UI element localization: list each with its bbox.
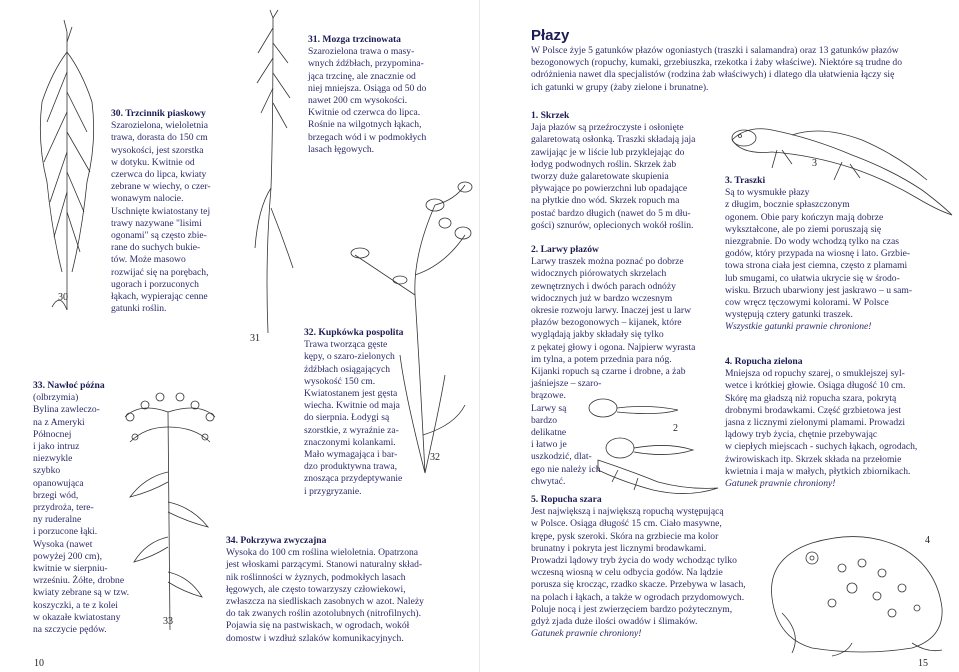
plant-33-entry [33, 380, 173, 636]
section-body: Jaja płazów są przeźroczyste i osłonięte galaretowatą osłonką. Traszki składają jaja zawijając je w liście lub przyklejając do łodyg podwodnych roślin. Skrzek żab tworzy duże galaretowate skupienia pływające po powierzchni lub opadające na płytkie dno wód. Skrzek ropuch ma postać bardzo długich (nawet do 5 m dłu- gości) sznurów, oplecionych wokół roślin. [531, 122, 696, 231]
figure-label: 2 [673, 423, 678, 434]
plant-description: Bylina zawleczo- na z Ameryki Północnej i jako intruz niezwykle szybko opanowująca brzegi wód, przydroża, tere- ny ruderalne i porzucone łąki. Wysoka (nawet powyżej 200 cm), kwitnie w sierpniu- wrześniu. Żółte, drobne kwiaty zebrane są w tzw. koszyczki, a te z kolei w okazałe kwiatostany na szczycie pędów. [33, 404, 130, 636]
page-number: 15 [918, 658, 928, 669]
plant-34-entry [226, 535, 474, 645]
figure-label: 3 [812, 158, 817, 169]
plant-30-entry [111, 108, 246, 315]
figure-label: 4 [925, 535, 930, 546]
newt-illustration [722, 100, 957, 220]
figure-label: 33 [163, 616, 173, 627]
section-title: 2. Larwy płazów [531, 244, 599, 255]
plant-title: 34. Pokrzywa zwyczajna [226, 535, 327, 546]
reed-canary-grass-illustration [243, 8, 303, 338]
common-toad-illustration [752, 518, 952, 658]
section-title: 1. Skrzek [531, 110, 570, 121]
page-gutter [479, 0, 480, 672]
protection-note: Gatunek prawnie chroniony! [725, 478, 836, 490]
plant-description: Wysoka do 100 cm roślina wieloletnia. Opatrzona jest włoskami parzącymi. Stanowi naturalny skład- nik roślinności w żyznych, podmokłych lasach łęgowych, ale często towarzyszy człowiekowi, zwłaszcza na siedliskach zasobnych w azot. Należy do tak zwanych roślin azotolubnych (nitrofilnych). Pojawia się na pastwiskach, w ogrodach, wokół domostw i wzdłuż szlaków komunikacyjnych. [226, 547, 424, 644]
figure-label: 30 [58, 292, 68, 303]
page-number: 10 [34, 658, 44, 669]
section-title: 4. Ropucha zielona [725, 356, 803, 367]
section-title: 5. Ropucha szara [531, 494, 602, 505]
spawn-section [531, 110, 731, 232]
section-body: Są to wysmukłe płazy z długim, bocznie spłaszczonym ogonem. Obie pary kończyn mają dobrze wykształcone, ale po ziemi poruszają się niezgrabnie. Do wody wchodzą tylko na czas godów, który przypada na wiosnę i lato. Grzbie- towa strona ciała jest ciemna, często z plamami lub smugami, co ułatwia ukrycie się w środo- wisku. Brzuch ubarwiony jest jaskrawo – u sam- cow wręcz tęczowymi kolorami. W Polsce występują cztery gatunki traszek. [725, 187, 913, 321]
plant-title: 32. Kupkówka pospolita [304, 327, 404, 338]
intro-paragraph: W Polsce żyje 5 gatunków płazów ogoniastych (traszki i salamandra) oraz 13 gatunków płazów bezogonowych (ropuchy, kumaki, grzebiuszka, rzekotka i żaby właściwe). Niektóre są trudne do odróżnienia nawet dla specjalistów (rodzina żab właściwych) i dlatego dla ułatwienia łączy się ich gatunki w grupy (żaby zielone i brunatne). [531, 45, 903, 93]
reed-grass-illustration [22, 12, 112, 312]
plant-description: Trawa tworząca gęste kępy, o szaro-zielonych źdźbłach osiągających wysokość 150 cm. Kwiatostanem jest gęsta wiecha. Kwitnie od maja do sierpnia. Łodygi są szorstkie, z wyraźnie za- znaczonymi kolankami. Mało wymagająca i bar- dzo produktywna trawa, znosząca przydeptywanie i przygryzanie. [304, 339, 403, 497]
figure-label: 31 [250, 333, 260, 344]
plant-31-entry [308, 34, 468, 156]
protection-note: Gatunek prawnie chroniony! [531, 628, 642, 640]
section-body: Larwy traszek można poznać po dobrze widocznych piórowatych skrzelach zewnętrznych i dwóch parach odnóży widocznych już w bardzo wczesnym okresie rozwoju larwy. Inaczej jest u larw płazów bezogonowych – kijanek, które wyglądają jakby składały się tylko z pękatej głowy i ogona. Najpierw wyrasta im tylna, a potem przednia para nóg. Kijanki ropuch są czarne i drobne, a żab jaśniejsze – szaro- brązowe. Larwy są bardzo delikatne i łatwo je uszkodzić, dlat- ego nie należy ich chwytać. [531, 256, 696, 487]
figure-label: 32 [430, 452, 440, 463]
section-body: Mniejsza od ropuchy szarej, o smuklejszej syl- wetce i krótkiej głowie. Osiąga długość 10 cm. Skórę ma gładszą niż ropucha szara, pokrytą drobnymi brodawkami. Część grzbietowa jest jasna z licznymi zielonymi plamami. Prowadzi lądowy tryb życia, chętnie przebywając w ciepłych miejscach - suchych łąkach, ogrodach, żwirowiskach itp. Skrzek składa na przełomie kwietnia i maja w małych, płytkich zbiornikach. [725, 368, 918, 477]
plant-description: Szarozielona trawa o masy- wnych źdźbłach, przypomina- jąca trzcinę, ale znacznie od niej mniejsza. Osiąga od 50 do nawet 200 cm wysokości. Kwitnie od czerwca do lipca. Rośnie na wilgotnych łąkach, brzegach wód i w podmokłych lasach łęgowych. [308, 46, 427, 155]
plant-title: 31. Mozga trzcinowata [308, 34, 401, 45]
plant-title: 30. Trzcinnik piaskowy [111, 108, 206, 119]
protection-note: Wszystkie gatunki prawnie chronione! [725, 321, 872, 333]
common-toad-section [531, 494, 771, 640]
section-body: Jest największą i największą ropuchą występującą w Polsce. Osiąga długość 15 cm. Ciało masywne, krępe, pysk szeroki. Skóra na grzbiecie ma kolor brunatny i pokryta jest licznymi brodawkami. Prowadzi lądowy tryb życia do wody wchodząc tylko wczesną wiosną w celu odbycia godów. Na lądzie porusza się krocząc, rzadko skacze. Przebywa w lasach, na polach i łąkach, a także w ogrodach przydomowych. Poluje nocą i jest zwierzęciem bardzo pożytecznym, gdyż zjada duże ilości owadów i ślimaków. [531, 506, 746, 628]
section-heading: Płazy [531, 27, 570, 44]
plant-32-entry [304, 327, 429, 498]
tadpole-larvae-illustration [578, 390, 728, 500]
section-title: 3. Traszki [725, 175, 766, 186]
plant-title: 33. Nawłoć późna [33, 380, 105, 391]
plant-subtitle: (olbrzymia) [33, 392, 79, 404]
nettle-illustration [8, 340, 28, 350]
green-toad-section [725, 356, 953, 490]
plant-description: Szarozielona, wieloletnia trawa, dorasta do 150 cm wysokości, jest szorstka w dotyku. Kwitnie od czerwca do lipca, kwiaty zebrane w wiechy, o czer- wonawym nalocie. Uschnięte kwiatostany tej trawy nazywane "lisimi ogonami" są często zbie- rane do suchych bukie- tów. Może masowo rozwijać się na porębach, ugorach i porzuconych łąkach, wypierając cenne gatunki roślin. [111, 120, 211, 315]
